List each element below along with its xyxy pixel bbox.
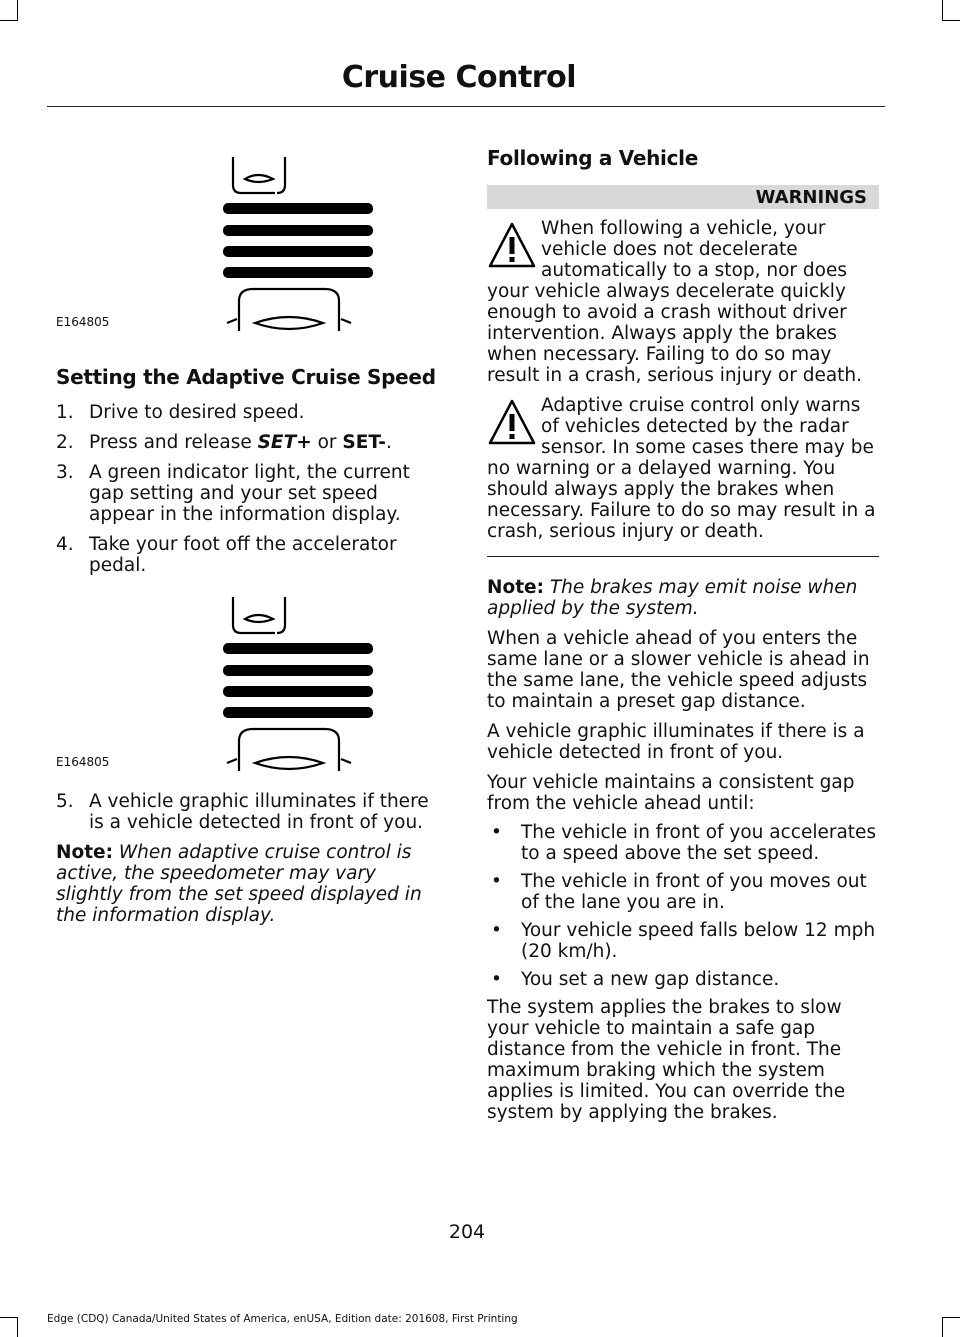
note-text: When adaptive cruise control is active, the speedometer may vary slightly from the set speed displayed in the information display. bbox=[56, 842, 422, 926]
step-text: A green indicator light, the current gap setting and your set speed appear in the information display. bbox=[89, 462, 410, 525]
bullet-text: The vehicle in front of you moves out of the lane you are in. bbox=[521, 871, 867, 913]
warnings-header: WARNINGS bbox=[487, 185, 879, 209]
body-paragraph: A vehicle graphic illuminates if there is a vehicle detected in front of you. bbox=[487, 721, 865, 763]
crop-mark bbox=[942, 1317, 943, 1337]
crop-mark bbox=[17, 0, 18, 20]
bullet-text: The vehicle in front of you accelerates to a speed above the set speed. bbox=[521, 822, 877, 864]
warning-block bbox=[487, 395, 879, 542]
gap-setting-graphic-icon bbox=[223, 585, 383, 775]
set-plus-label: SET+ bbox=[257, 432, 312, 453]
step-text: or bbox=[311, 432, 343, 453]
footer-text: Edge (CDQ) Canada/United States of America, enUSA, Edition date: 201608, First Printing bbox=[47, 1313, 518, 1325]
warnings-rule bbox=[487, 556, 879, 557]
step-number: 4. bbox=[56, 534, 74, 555]
body-paragraph: When a vehicle ahead of you enters the same lane or a slower vehicle is ahead in the same lane, the vehicle speed adjusts to maintain a preset gap distance. bbox=[487, 628, 870, 712]
bullet-text: Your vehicle speed falls below 12 mph (20 km/h). bbox=[521, 920, 876, 962]
right-column bbox=[487, 148, 879, 1123]
section-heading: Setting the Adaptive Cruise Speed bbox=[56, 365, 436, 389]
note-text: The brakes may emit noise when applied by the system. bbox=[487, 577, 858, 619]
set-minus-label: SET- bbox=[342, 432, 386, 453]
crop-mark bbox=[942, 0, 943, 20]
bullet-glyph: • bbox=[491, 920, 502, 941]
bullet-glyph: • bbox=[491, 871, 502, 892]
bullet-glyph: • bbox=[491, 969, 502, 990]
section-heading: Following a Vehicle bbox=[487, 146, 698, 170]
list-item bbox=[56, 402, 448, 423]
crop-mark bbox=[0, 20, 18, 21]
note bbox=[487, 577, 879, 619]
crop-mark bbox=[17, 1317, 18, 1337]
steps-list bbox=[56, 791, 448, 833]
warning-block bbox=[487, 218, 879, 386]
warning-text: Adaptive cruise control only warns of vehicles detected by the radar sensor. In some cases there may be no warning or a delayed warning. You should always apply the brakes when necessary. Failure to do so may result in a crash, serious injury or death. bbox=[487, 395, 876, 542]
list-item bbox=[487, 871, 879, 913]
list-item bbox=[487, 920, 879, 962]
crop-mark bbox=[942, 1317, 960, 1318]
page-title: Cruise Control bbox=[341, 60, 576, 95]
step-number: 2. bbox=[56, 432, 74, 453]
title-rule bbox=[47, 106, 885, 107]
list-item bbox=[56, 534, 448, 576]
step-text: A vehicle graphic illuminates if there is a vehicle detected in front of you. bbox=[89, 791, 429, 833]
step-text: Drive to desired speed. bbox=[89, 402, 305, 423]
bullet-text: You set a new gap distance. bbox=[521, 969, 780, 990]
step-number: 3. bbox=[56, 462, 74, 483]
list-item bbox=[487, 969, 879, 990]
note-label: Note: bbox=[56, 842, 113, 863]
list-item bbox=[56, 462, 448, 525]
step-number: 5. bbox=[56, 791, 74, 812]
figure-gap-setting-1 bbox=[56, 145, 448, 335]
crop-mark bbox=[0, 1317, 18, 1318]
body-paragraph: The system applies the brakes to slow your vehicle to maintain a safe gap distance from the vehicle in front. The maximum braking which the system applies is limited. You can override the system by applying the brakes. bbox=[487, 997, 846, 1123]
warning-triangle-icon bbox=[487, 220, 537, 272]
list-item bbox=[56, 432, 448, 453]
list-item bbox=[487, 822, 879, 864]
step-number: 1. bbox=[56, 402, 74, 423]
bullet-list bbox=[487, 822, 879, 990]
body-paragraph: Your vehicle maintains a consistent gap from the vehicle ahead until: bbox=[487, 772, 855, 814]
page-number: 204 bbox=[448, 1221, 486, 1243]
warning-text: When following a vehicle, your vehicle does not decelerate automatically to a stop, nor does your vehicle always decelerate quickly enough to avoid a crash without driver intervention. Always apply the brakes when necessary. Failing to do so may result in a crash, serious injury or death. bbox=[487, 218, 863, 386]
step-text: Take your foot off the accelerator pedal. bbox=[89, 534, 397, 576]
steps-list bbox=[56, 402, 448, 576]
crop-mark bbox=[942, 20, 960, 21]
left-column bbox=[56, 145, 448, 926]
gap-setting-graphic-icon bbox=[223, 145, 383, 335]
figure-gap-setting-2 bbox=[56, 585, 448, 775]
note-label: Note: bbox=[487, 577, 544, 598]
list-item bbox=[56, 791, 448, 833]
step-text: . bbox=[385, 432, 392, 453]
figure-code: E164805 bbox=[56, 755, 110, 769]
bullet-glyph: • bbox=[491, 822, 502, 843]
warning-triangle-icon bbox=[487, 397, 537, 449]
figure-code: E164805 bbox=[56, 315, 110, 329]
step-text: Press and release bbox=[89, 432, 258, 453]
note bbox=[56, 842, 448, 926]
